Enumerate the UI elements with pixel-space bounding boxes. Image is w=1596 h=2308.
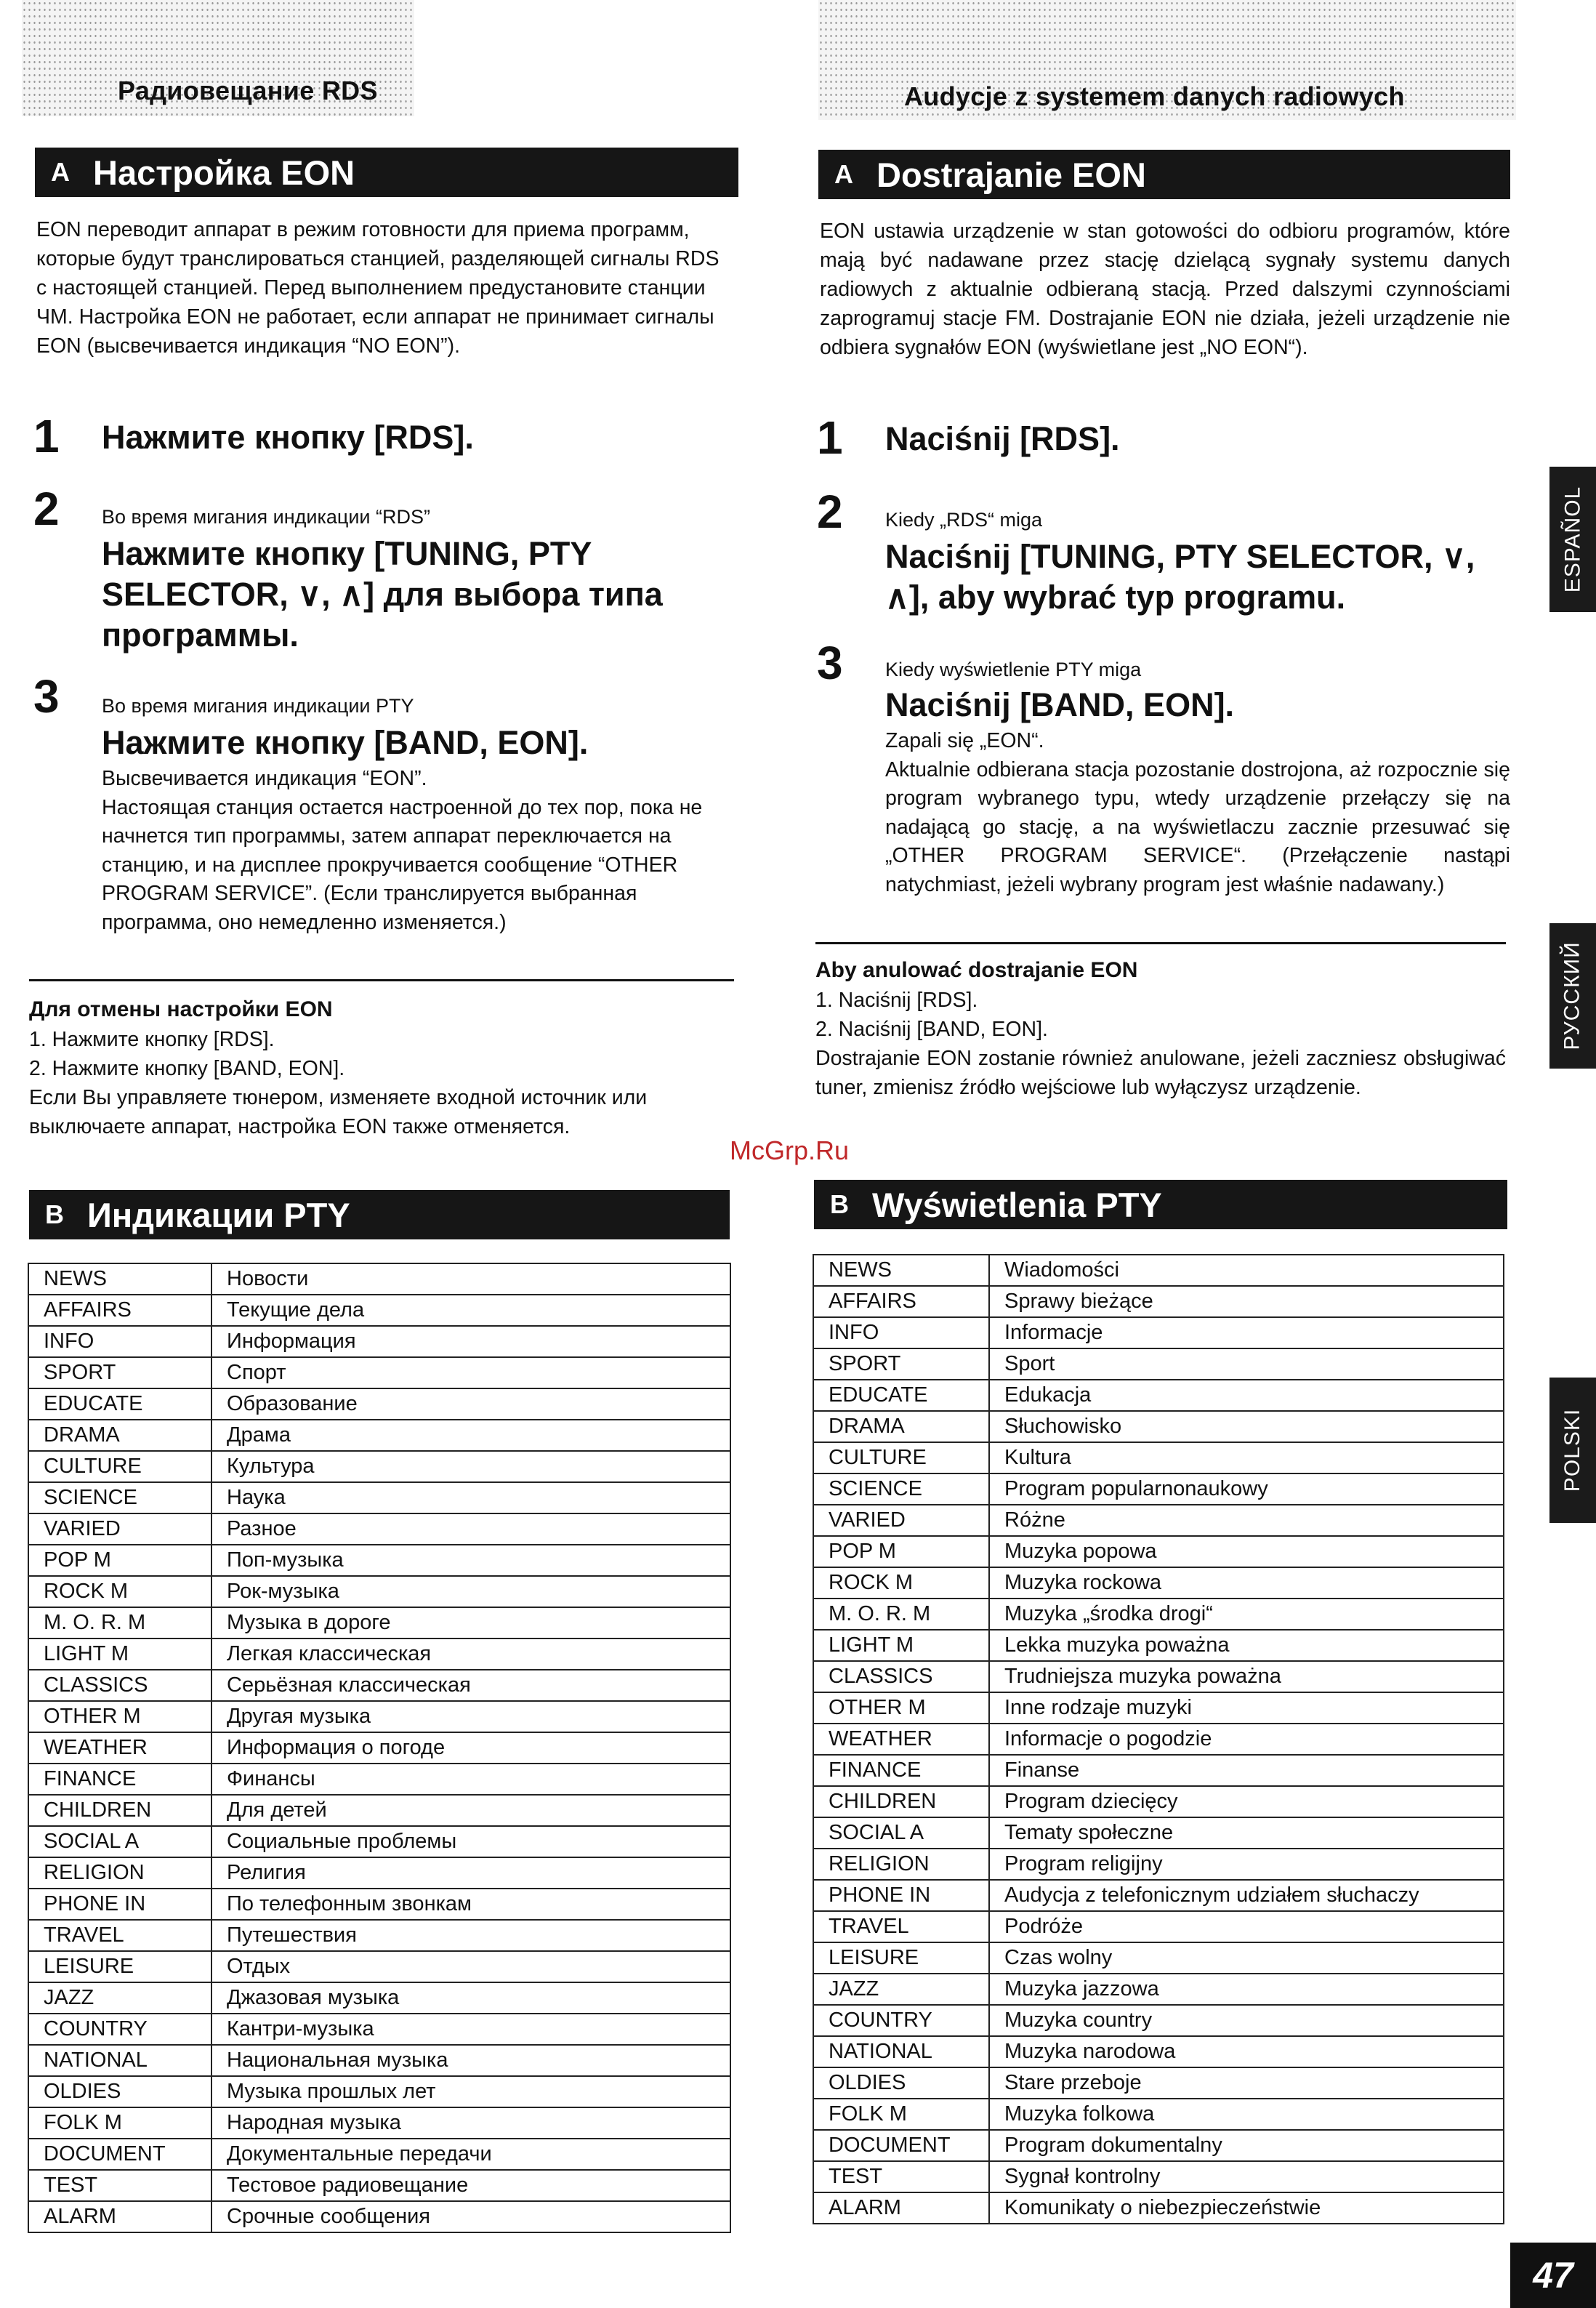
pty-meaning-cell: Спорт [211,1357,730,1388]
pty-table-row [813,1630,1504,1661]
pty-code-cell: INFO [813,1317,989,1348]
pty-table-row [28,1576,730,1607]
pty-code-cell: DOCUMENT [28,2139,211,2170]
pty-table-row [813,1567,1504,1599]
pty-table-row [28,1482,730,1513]
language-tab-russian [1549,923,1596,1069]
pty-code-cell: PHONE IN [28,1889,211,1920]
pty-code-cell: NATIONAL [813,2036,989,2067]
ru-step-3 [33,670,738,964]
pty-code-cell: SOCIAL A [28,1826,211,1857]
pty-code-cell: DRAMA [28,1420,211,1451]
pty-code-cell: POP M [813,1536,989,1567]
pty-table-row [813,1505,1504,1536]
pty-table-row [28,1764,730,1795]
pty-meaning-cell: Драма [211,1420,730,1451]
pty-meaning-cell: Muzyka jazzowa [989,1974,1504,2005]
pty-table-row [28,2076,730,2107]
pty-meaning-cell: Культура [211,1451,730,1482]
pty-code-cell: OTHER M [28,1701,211,1732]
pty-code-cell: RELIGION [813,1849,989,1880]
pty-meaning-cell: Религия [211,1857,730,1889]
pty-code-cell: FINANCE [28,1764,211,1795]
pty-meaning-cell: По телефонным звонкам [211,1889,730,1920]
pty-table-row [813,2036,1504,2067]
pty-meaning-cell: Program dokumentalny [989,2130,1504,2161]
pty-meaning-cell: Muzyka folkowa [989,2099,1504,2130]
pl-divider [815,942,1506,944]
pty-code-cell: SCIENCE [813,1473,989,1505]
pty-code-cell: LEISURE [28,1951,211,1982]
pty-code-cell: ROCK M [813,1567,989,1599]
pty-table-row [813,2192,1504,2224]
pty-code-cell: LEISURE [813,1942,989,1974]
pty-meaning-cell: Finanse [989,1755,1504,1786]
pl-step-3-instruction: Naciśnij [BAND, EON]. [885,686,1235,723]
pl-section-b-bar [814,1180,1507,1229]
pty-code-cell: CLASSICS [28,1670,211,1701]
pty-table-row [813,1380,1504,1411]
pty-code-cell: ROCK M [28,1576,211,1607]
pty-code-cell: TRAVEL [813,1911,989,1942]
pty-meaning-cell: Джазовая музыка [211,1982,730,2014]
ru-step-1-instruction: Нажмите кнопку [RDS]. [102,419,474,456]
pty-meaning-cell: Разное [211,1513,730,1545]
pty-table-row [813,2130,1504,2161]
language-tab-russian-label: РУССКИЙ [1560,941,1584,1050]
pty-code-cell: NEWS [813,1255,989,1286]
pty-table-row [813,1599,1504,1630]
pty-table-row [28,2045,730,2076]
pty-meaning-cell: Для детей [211,1795,730,1826]
pty-table-row [813,1286,1504,1317]
pty-table-row [28,1357,730,1388]
ru-section-a-title: Настройка EON [93,153,355,192]
pty-code-cell: FOLK M [28,2107,211,2139]
pty-table-row [28,1607,730,1638]
pl-step-3-note: Kiedy wyświetlenie PTY miga [885,659,1142,680]
pty-table-row [28,1545,730,1576]
pl-section-b-title: Wyświetlenia PTY [872,1185,1162,1224]
pl-section-a-bar [818,150,1510,199]
pl-step-3-number: 3 [817,637,843,689]
pty-table-row [28,2139,730,2170]
ru-step-2-note: Во время мигания индикации “RDS” [102,506,430,528]
pty-meaning-cell: Отдых [211,1951,730,1982]
pty-meaning-cell: Документальные передачи [211,2139,730,2170]
pty-meaning-cell: Поп-музыка [211,1545,730,1576]
pty-table-row [813,1911,1504,1942]
pty-meaning-cell: Informacje o pogodzie [989,1724,1504,1755]
pty-table-row [813,1974,1504,2005]
pty-table-row [813,1786,1504,1817]
pty-code-cell: CULTURE [28,1451,211,1482]
pty-code-cell: FINANCE [813,1755,989,1786]
pty-code-cell: TEST [28,2170,211,2201]
pl-header-title: Audycje z systemem danych radiowych [904,81,1405,111]
pty-code-cell: SPORT [813,1348,989,1380]
pl-step-2-number: 2 [817,486,843,538]
pty-code-cell: SPORT [28,1357,211,1388]
pty-table-row [813,1536,1504,1567]
pty-table-row [28,2014,730,2045]
pty-meaning-cell: Музыка прошлых лет [211,2076,730,2107]
pty-code-cell: INFO [28,1326,211,1357]
pty-code-cell: AFFAIRS [28,1295,211,1326]
pty-meaning-cell: Program popularnonaukowy [989,1473,1504,1505]
ru-step-1-number: 1 [33,410,60,462]
pty-meaning-cell: Muzyka popowa [989,1536,1504,1567]
pty-meaning-cell: Кантри-музыка [211,2014,730,2045]
pty-code-cell: NEWS [28,1263,211,1295]
pty-code-cell: AFFAIRS [813,1286,989,1317]
pty-code-cell: TRAVEL [28,1920,211,1951]
ru-step-2 [33,483,738,660]
pty-code-cell: CHILDREN [813,1786,989,1817]
pty-code-cell: EDUCATE [813,1380,989,1411]
pty-meaning-cell: Наука [211,1482,730,1513]
pty-table-row [28,1826,730,1857]
ru-step-3-note: Во время мигания индикации PTY [102,695,414,717]
ru-section-b-title: Индикации PTY [87,1195,350,1234]
pty-meaning-cell: Stare przeboje [989,2067,1504,2099]
pty-meaning-cell: Różne [989,1505,1504,1536]
pty-table-row [28,1920,730,1951]
pty-table-row [28,1295,730,1326]
pty-meaning-cell: Muzyka narodowa [989,2036,1504,2067]
pty-table-row [28,1513,730,1545]
pty-table-row [28,1670,730,1701]
pty-meaning-cell: Sport [989,1348,1504,1380]
ru-step-3-number: 3 [33,670,60,723]
language-tab-espanol-label: ESPAÑOL [1560,486,1584,593]
pl-step-2 [817,488,1522,634]
pty-code-cell: ALARM [28,2201,211,2232]
pl-section-a-letter: A [834,159,853,189]
pty-meaning-cell: Podróże [989,1911,1504,1942]
pty-table-row [28,1951,730,1982]
pty-code-cell: NATIONAL [28,2045,211,2076]
pty-code-cell: CULTURE [813,1442,989,1473]
pl-eon-intro: EON ustawia urządzenie w stan gotowości do odbioru programów, które mają być nadawane przez stację dzielącą sygnały systemu danych radiowych z aktualnie odbieraną stacją. Przed dalszymi czynnościami zaprogramuj stacje FM. Dostrajanie EON nie działa, jeżeli urządzenie nie odbiera sygnałów EON (wyświetlane jest „NO EON“). [820,220,1510,359]
pty-code-cell: CLASSICS [813,1661,989,1692]
pty-meaning-cell: Другая музыка [211,1701,730,1732]
pty-code-cell: VARIED [28,1513,211,1545]
pty-code-cell: COUNTRY [28,2014,211,2045]
pty-code-cell: EDUCATE [28,1388,211,1420]
pty-meaning-cell: Informacje [989,1317,1504,1348]
pty-table-row [28,1889,730,1920]
ru-header-title: Радиовещание RDS [118,76,378,105]
pty-table-row [813,2005,1504,2036]
watermark: McGrp.Ru [730,1135,850,1165]
pty-meaning-cell: Tematy społeczne [989,1817,1504,1849]
ru-section-b-letter: B [45,1199,64,1229]
pty-code-cell: WEATHER [28,1732,211,1764]
ru-cancel-title: Для отмены настройки EON [29,997,333,1021]
pty-table-row [813,1692,1504,1724]
pty-code-cell: OTHER M [813,1692,989,1724]
pty-meaning-cell: Текущие дела [211,1295,730,1326]
pty-meaning-cell: Audycja z telefonicznym udziałem słuchaczy [989,1880,1504,1911]
pty-meaning-cell: Muzyka „środka drogi“ [989,1599,1504,1630]
pl-step-2-instruction: Naciśnij [TUNING, PTY SELECTOR, ∨, ∧], aby wybrać typ programu. [885,538,1475,616]
pty-code-cell: FOLK M [813,2099,989,2130]
pty-table-row [28,2170,730,2201]
pty-table-row [28,1263,730,1295]
pty-meaning-cell: Program religijny [989,1849,1504,1880]
language-tab-polski-label: POLSKI [1560,1408,1585,1492]
pl-step-3-description: Zapali się „EON“. Aktualnie odbierana stacja pozostanie dostrojona, aż rozpocznie się program wybranego typu, wtedy urządzenie przełączy się na nadającą go stację, a na wyświetlaczu zacznie przesuwać się „OTHER PROGRAM SERVICE“. (Przełączenie nastąpi natychmiast, jeżeli wybrany program jest właśnie nadawany.) [885,729,1510,896]
pty-table-row [813,1817,1504,1849]
pty-table-row [813,1849,1504,1880]
ru-pty-table [28,1263,731,2233]
pty-meaning-cell: Kultura [989,1442,1504,1473]
pty-meaning-cell: Wiadomości [989,1255,1504,1286]
ru-step-3-instruction: Нажмите кнопку [BAND, EON]. [102,724,589,761]
pl-section-a-title: Dostrajanie EON [876,155,1146,194]
pty-meaning-cell: Образование [211,1388,730,1420]
pty-table-row [28,1638,730,1670]
pl-cancel-title: Aby anulować dostrajanie EON [815,958,1138,982]
pty-meaning-cell: Национальная музыка [211,2045,730,2076]
pty-meaning-cell: Финансы [211,1764,730,1795]
pty-table-row [813,1942,1504,1974]
pty-table-row [28,1326,730,1357]
pty-table-row [813,2161,1504,2192]
pty-meaning-cell: Серьёзная классическая [211,1670,730,1701]
ru-section-b-bar [29,1190,730,1239]
pl-step-2-note: Kiedy „RDS“ miga [885,509,1043,531]
pty-code-cell: WEATHER [813,1724,989,1755]
pty-meaning-cell: Czas wolny [989,1942,1504,1974]
ru-cancel-text: 1. Нажмите кнопку [RDS]. 2. Нажмите кнопку [BAND, EON]. Если Вы управляете тюнером, изменяете входной источник или выключаете аппарат, настройка EON также отменяется. [29,1028,648,1138]
pl-step-3 [817,637,1522,930]
pty-table-row [28,1420,730,1451]
pty-code-cell: PHONE IN [813,1880,989,1911]
pty-meaning-cell: Путешествия [211,1920,730,1951]
pty-table-row [28,1388,730,1420]
pty-table-row [813,1411,1504,1442]
pty-code-cell: M. O. R. M [28,1607,211,1638]
pty-meaning-cell: Muzyka rockowa [989,1567,1504,1599]
pty-meaning-cell: Komunikaty o niebezpieczeństwie [989,2192,1504,2224]
pty-meaning-cell: Информация [211,1326,730,1357]
pty-table-row [28,1982,730,2014]
pty-meaning-cell: Музыка в дороге [211,1607,730,1638]
pty-table-row [28,1795,730,1826]
pty-code-cell: TEST [813,2161,989,2192]
pty-table-row [813,1473,1504,1505]
pty-table-row [813,1724,1504,1755]
ru-section-a-letter: A [51,157,70,187]
pty-table-row [813,1317,1504,1348]
pty-code-cell: VARIED [813,1505,989,1536]
pty-table-row [28,1857,730,1889]
pty-code-cell: RELIGION [28,1857,211,1889]
page-number: 47 [1510,2243,1596,2308]
pl-step-1-number: 1 [817,411,843,464]
pty-table-row [28,1732,730,1764]
ru-section-a-bar [35,148,738,197]
pty-code-cell: M. O. R. M [813,1599,989,1630]
pty-meaning-cell: Edukacja [989,1380,1504,1411]
pl-section-b-letter: B [830,1189,849,1219]
language-tab-polski [1549,1378,1596,1523]
language-tab-espanol [1549,467,1596,612]
ru-divider [29,979,734,981]
pty-meaning-cell: Информация о погоде [211,1732,730,1764]
pty-table-row [813,1755,1504,1786]
pty-meaning-cell: Sprawy bieżące [989,1286,1504,1317]
pty-code-cell: SOCIAL A [813,1817,989,1849]
ru-step-2-number: 2 [33,483,60,535]
pty-meaning-cell: Рок-музыка [211,1576,730,1607]
pty-meaning-cell: Народная музыка [211,2107,730,2139]
pty-meaning-cell: Новости [211,1263,730,1295]
pty-code-cell: DOCUMENT [813,2130,989,2161]
pty-code-cell: POP M [28,1545,211,1576]
pty-table-row [28,1451,730,1482]
pty-meaning-cell: Социальные проблемы [211,1826,730,1857]
ru-step-3-description: Высвечивается индикация “EON”. Настоящая станция остается настроенной до тех пор, пока не начнется тип программы, затем аппарат переключается на станцию, и на дисплее прокручивается сообщение “OTHER PROGRAM SERVICE”. (Если транслируется выбранная программа, оно немедленно изменяется.) [102,767,703,934]
pty-table-row [813,2099,1504,2130]
pty-code-cell: OLDIES [28,2076,211,2107]
pty-meaning-cell: Trudniejsza muzyka poważna [989,1661,1504,1692]
pty-table-row [28,2107,730,2139]
pty-table-row [813,1661,1504,1692]
pl-step-1 [817,411,1522,465]
pty-meaning-cell: Słuchowisko [989,1411,1504,1442]
pty-meaning-cell: Inne rodzaje muzyki [989,1692,1504,1724]
pty-code-cell: DRAMA [813,1411,989,1442]
pty-code-cell: OLDIES [813,2067,989,2099]
pty-meaning-cell: Muzyka country [989,2005,1504,2036]
pty-code-cell: COUNTRY [813,2005,989,2036]
pty-code-cell: ALARM [813,2192,989,2224]
pl-step-1-instruction: Naciśnij [RDS]. [885,420,1120,457]
pty-table-row [813,2067,1504,2099]
pty-code-cell: LIGHT M [813,1630,989,1661]
pl-pty-table [813,1254,1504,2224]
ru-step-2-instruction: Нажмите кнопку [TUNING, PTY SELECTOR, ∨, ∧] для выбора типа программы. [102,535,663,654]
pty-meaning-cell: Sygnał kontrolny [989,2161,1504,2192]
pty-table-row [28,2201,730,2232]
pty-table-row [813,1255,1504,1286]
pty-code-cell: LIGHT M [28,1638,211,1670]
ru-step-1 [33,410,738,464]
pl-cancel-text: 1. Naciśnij [RDS]. 2. Naciśnij [BAND, EON]. Dostrajanie EON zostanie również anulowane, jeżeli zaczniesz obsługiwać tuner, zmienisz źródło wejściowe lub wyłączysz urządzenie. [815,989,1506,1099]
pty-code-cell: CHILDREN [28,1795,211,1826]
pty-code-cell: JAZZ [813,1974,989,2005]
pty-table-row [813,1442,1504,1473]
ru-eon-intro: EON переводит аппарат в режим готовности для приема программ, которые будут транслироваться станцией, разделяющей сигналы RDS с настоящей станцией. Перед выполнением предустановите станции ЧМ. Настройка EON не работает, если аппарат не принимает сигналы EON (высвечивается индикация “NO EON”). [36,218,720,358]
pty-table-row [813,1348,1504,1380]
pty-meaning-cell: Program dziecięcy [989,1786,1504,1817]
pty-code-cell: JAZZ [28,1982,211,2014]
pty-meaning-cell: Lekka muzyka poważna [989,1630,1504,1661]
pty-code-cell: SCIENCE [28,1482,211,1513]
pty-meaning-cell: Легкая классическая [211,1638,730,1670]
pty-table-row [813,1880,1504,1911]
pty-meaning-cell: Срочные сообщения [211,2201,730,2232]
pty-meaning-cell: Тестовое радиовещание [211,2170,730,2201]
pty-table-row [28,1701,730,1732]
